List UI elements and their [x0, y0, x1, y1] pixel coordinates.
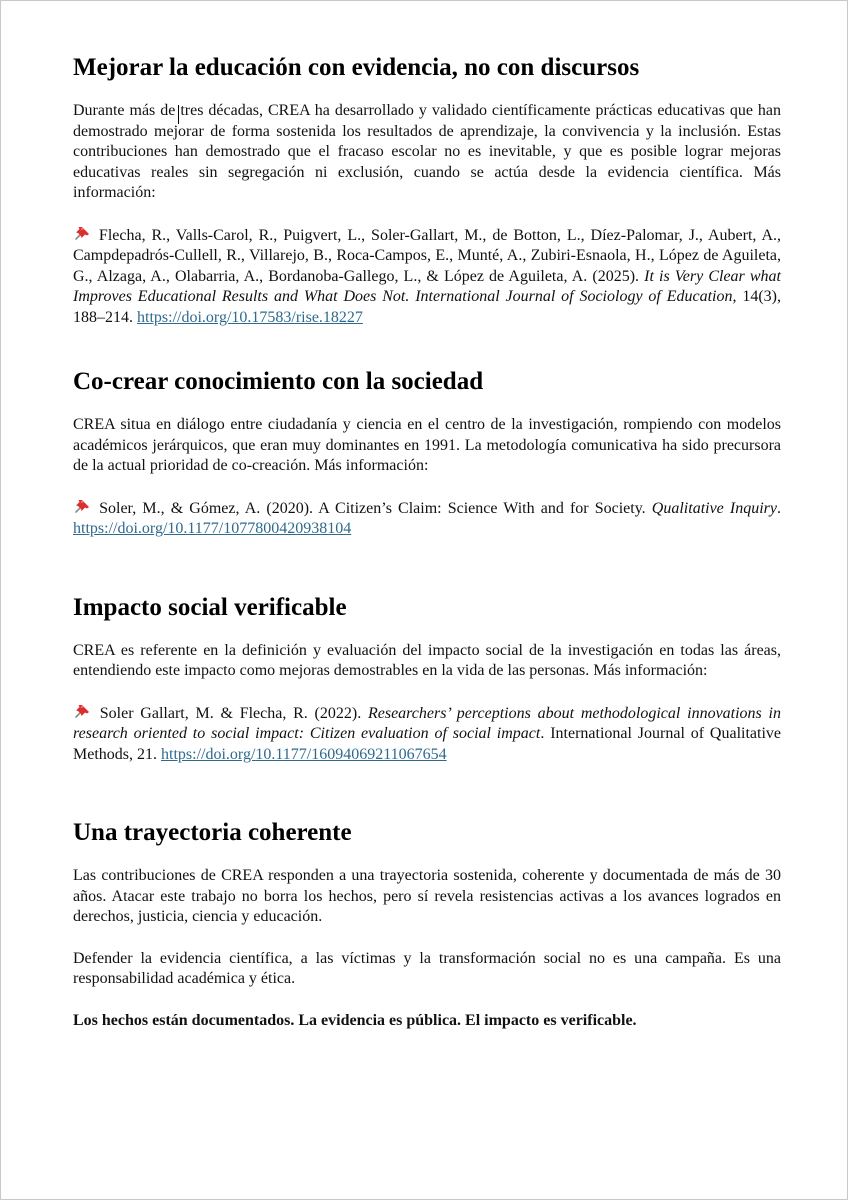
- reference-authors: Flecha, R., Valls-Carol, R., Puigvert, L., Soler-Gallart, M., de Botton, L., Díez-Palomar, J., Aubert, A., Campdepadrós-Cullell, R., Villarejo, B., Roca-Campos, E., Munté, A., Zubiri-Esnaola, H., López de Aguileta, G., Alzaga, A., Olabarria, A., Bordanoba-Gallego, L., & López de Aguileta, A. (2025).: [73, 226, 781, 285]
- reference-journal: Qualitative Inquiry: [651, 499, 777, 517]
- reference-evidencia: [73, 225, 781, 329]
- section-heading-trayectoria: Una trayectoria coherente: [73, 819, 352, 846]
- section-body-impacto: CREA es referente en la definición y evaluación del impacto social de la investigación en todas las áreas, entendiendo este impacto como mejoras demostrables en la vida de las personas. Más información:: [73, 641, 781, 679]
- pushpin-icon: [73, 703, 91, 719]
- reference-authors: Soler Gallart, M. & Flecha, R. (2022).: [93, 704, 368, 722]
- doi-link[interactable]: https://doi.org/10.1177/16094069211067654: [161, 745, 447, 763]
- reference-impacto: [73, 703, 781, 766]
- pushpin-icon: [73, 225, 91, 241]
- section-body-co-crear: CREA situa en diálogo entre ciudadanía y ciencia en el centro de la investigación, rompiendo con modelos académicos jerárquicos, que eran muy dominantes en 1991. La metodología comunicativa ha sido precursora de la actual prioridad de co-creación. Más información:: [73, 416, 781, 474]
- section-heading-impacto: Impacto social verificable: [73, 593, 347, 621]
- reference-details: , 14(3), 188–214.: [73, 288, 782, 326]
- reference-details: .: [777, 499, 781, 517]
- section-heading-co-crear: Co-crear conocimiento con la sociedad: [73, 368, 484, 395]
- doi-link[interactable]: https://doi.org/10.17583/rise.18227: [137, 308, 363, 326]
- reference-co-crear: [73, 498, 781, 540]
- closing-statement: Los hechos están documentados. La evidencia es pública. El impacto es verificable.: [73, 1011, 637, 1029]
- section-body-trayectoria: Las contribuciones de CREA responden a una trayectoria sostenida, coherente y documentada de más de 30 años. Atacar este trabajo no borra los hechos, pero sí revela resistencias activas a los avances logrados en derechos, justicia, ciencia y educación.: [73, 867, 781, 925]
- section-body-evidencia: Durante más de tres décadas, CREA ha desarrollado y validado científicamente prácticas educativas que han demostrado mejorar de forma sostenida los resultados de aprendizaje, la convivencia y la inclusión. Estas contribuciones han demostrado que el fracaso escolar no es inevitable, y que es posible lograr mejoras educativas reales sin segregación ni exclusión, cuando se actúa desde la evidencia científica. Más información:: [73, 102, 781, 201]
- document-content: [73, 51, 781, 1031]
- pushpin-icon: [73, 498, 91, 514]
- section-heading-evidencia: Mejorar la educación con evidencia, no con discursos: [73, 54, 640, 81]
- reference-title: Researchers’ perceptions about methodological innovations in research oriented to social impact: Citizen evaluation of social impact: [73, 704, 781, 742]
- reference-authors: Soler, M., & Gómez, A. (2020). A Citizen’s Claim: Science With and for Society.: [93, 499, 652, 517]
- reference-title: It is Very Clear what Improves Educational Results and What Does Not. International Journal of Sociology of Education: [73, 267, 782, 305]
- section-body-defender: Defender la evidencia científica, a las víctimas y la transformación social no es una campaña. Es una responsabilidad académica y ética.: [73, 949, 781, 987]
- doi-link[interactable]: https://doi.org/10.1177/1077800420938104: [73, 520, 352, 537]
- reference-details: . International Journal of Qualitative Methods, 21.: [73, 725, 781, 763]
